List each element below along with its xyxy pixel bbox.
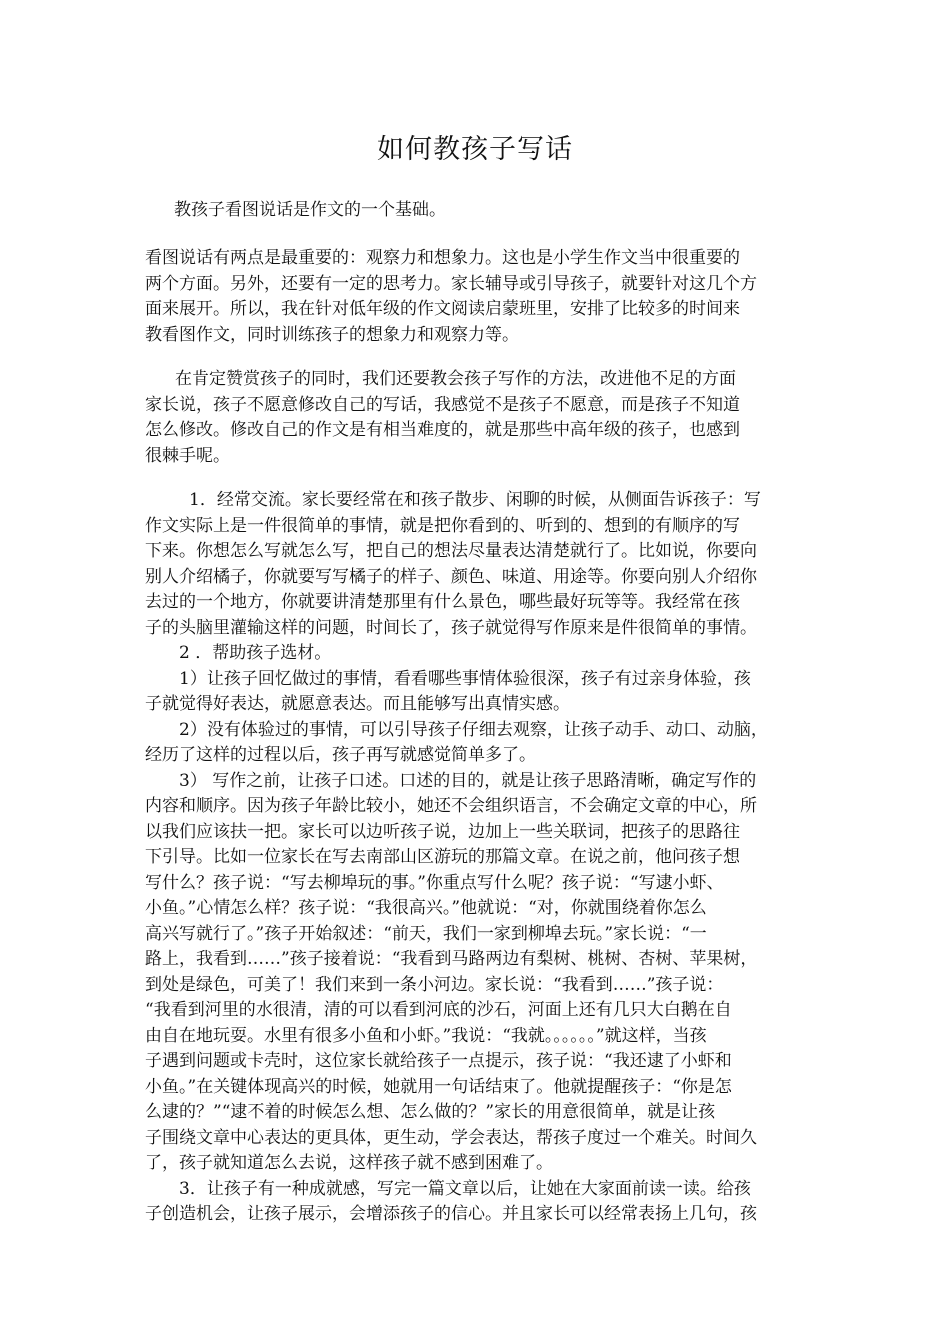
text-line: 3） 写作之前，让孩子口述。口述的目的，就是让孩子思路清晰，确定写作的 xyxy=(179,770,757,791)
text-line: 1．经常交流。家长要经常在和孩子散步、闲聊的时候，从侧面告诉孩子：写 xyxy=(189,490,761,510)
text-line: 面来展开。所以，我在针对低年级的作文阅读启蒙班里，安排了比较多的时间来 xyxy=(145,299,740,319)
text-line: 么逮的？”“逮不着的时候怎么想、怎么做的？”家长的用意很简单，就是让孩 xyxy=(145,1102,716,1122)
text-line: 子就觉得好表达，就愿意表达。而且能够写出真情实感。 xyxy=(145,694,570,714)
text-line: 教看图作文，同时训练孩子的想象力和观察力等。 xyxy=(145,324,519,345)
text-line: 3．让孩子有一种成就感，写完一篇文章以后，让她在大家面前读一读。给孩 xyxy=(179,1178,751,1199)
text-line: 子创造机会，让孩子展示，会增添孩子的信心。并且家长可以经常表扬上几句，孩 xyxy=(145,1204,757,1224)
text-line: 子遇到问题或卡壳时，这位家长就给孩子一点提示，孩子说：“我还逮了小虾和 xyxy=(145,1051,732,1071)
text-line: 在肯定赞赏孩子的同时，我们还要教会孩子写作的方法，改进他不足的方面 xyxy=(175,369,736,389)
text-line: 了，孩子就知道怎么去说，这样孩子就不感到困难了。 xyxy=(145,1153,553,1173)
text-line: 看图说话有两点是最重要的：观察力和想象力。这也是小学生作文当中很重要的 xyxy=(145,248,740,268)
text-line: 由自在地玩耍。水里有很多小鱼和小虾。”我说：“我就。。。。。。”就这样，当孩 xyxy=(145,1025,707,1046)
text-line: 内容和顺序。因为孩子年龄比较小，她还不会组织语言，不会确定文章的中心，所 xyxy=(145,796,757,816)
text-line: 子的头脑里灌输这样的问题，时间长了，孩子就觉得写作原来是件很简单的事情。 xyxy=(145,617,757,638)
text-line: 写什么？孩子说：“写去柳埠玩的事。”你重点写什么呢？孩子说：“写逮小虾、 xyxy=(145,872,724,893)
text-line: 1）让孩子回忆做过的事情，看看哪些事情体验很深，孩子有过亲身体验，孩 xyxy=(179,668,751,689)
text-line: 以我们应该扶一把。家长可以边听孩子说，边加上一些关联词，把孩子的思路往 xyxy=(145,821,740,842)
text-line: 下来。你想怎么写就怎么写，把自己的想法尽量表达清楚就行了。比如说，你要向 xyxy=(145,541,757,561)
text-line: 2 ．帮助孩子选材。 xyxy=(179,643,332,663)
text-line: 很棘手呢。 xyxy=(145,445,230,466)
text-line: 高兴写就行了。”孩子开始叙述：“前天，我们一家到柳埠去玩。”家长说：“一 xyxy=(145,923,707,944)
text-line: 子围绕文章中心表达的更具体，更生动，学会表达，帮孩子度过一个难关。时间久 xyxy=(145,1127,757,1148)
text-line: 家长说，孩子不愿意修改自己的写话，我感觉不是孩子不愿意，而是孩子不知道 xyxy=(145,394,740,415)
text-line: 小鱼。”在关键体现高兴的时候，她就用一句话结束了。他就提醒孩子：“你是怎 xyxy=(145,1076,732,1097)
text-line: 经历了这样的过程以后，孩子再写就感觉简单多了。 xyxy=(145,745,536,765)
text-line: 小鱼。”心情怎么样？孩子说：“我很高兴。”他就说：“对，你就围绕着你怎么 xyxy=(145,898,707,918)
text-line: 2）没有体验过的事情，可以引导孩子仔细去观察，让孩子动手、动口、动脑， xyxy=(179,719,768,740)
text-line: “我看到河里的水很清，清的可以看到河底的沙石，河面上还有几只大白鹅在自 xyxy=(145,1000,732,1020)
document-title: 如何教孩子写话 xyxy=(377,134,573,165)
text-line: 作文实际上是一件很简单的事情，就是把你看到的、听到的、想到的有顺序的写 xyxy=(145,515,740,536)
text-line: 到处是绿色，可美了！我们来到一条小河边。家长说：“我看到……”孩子说： xyxy=(145,974,724,995)
text-line: 路上，我看到……”孩子接着说：“我看到马路两边有梨树、桃树、杏树、苹果树， xyxy=(145,949,758,969)
paragraph-revision xyxy=(145,367,810,469)
text-line: 别人介绍橘子，你就要写写橘子的样子、颜色、味道、用途等。你要向别人介绍你 xyxy=(145,566,757,587)
text-line: 下引导。比如一位家长在写去南部山区游玩的那篇文章。在说之前，他问孩子想 xyxy=(145,847,740,867)
paragraph-methods xyxy=(145,488,810,1228)
paragraph-observation xyxy=(145,246,810,348)
text-line: 两个方面。另外，还要有一定的思考力。家长辅导或引导孩子，就要针对这几个方 xyxy=(145,273,757,294)
text-line: 去过的一个地方，你就要讲清楚那里有什么景色，哪些最好玩等等。我经常在孩 xyxy=(145,592,740,612)
text-line: 怎么修改。修改自己的作文是有相当难度的，就是那些中高年级的孩子，也感到 xyxy=(145,420,740,440)
intro-line: 教孩子看图说话是作文的一个基础。 xyxy=(174,200,446,220)
